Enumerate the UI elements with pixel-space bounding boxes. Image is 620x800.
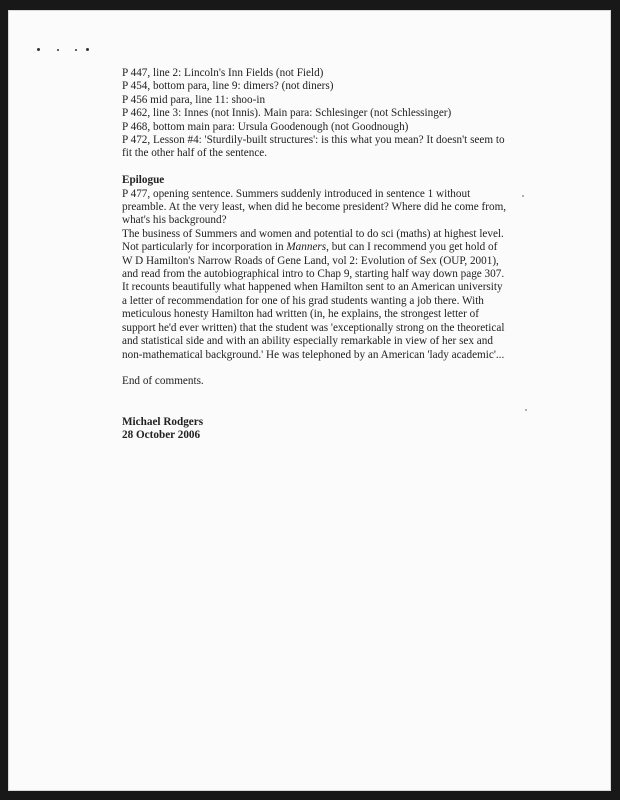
signature-date: 28 October 2006 — [122, 428, 201, 441]
corrections-list — [122, 67, 507, 161]
paragraph-line: support he'd ever written) that the student was 'exceptionally strong on the theoretical — [122, 321, 505, 334]
paragraph-line: a letter of recommendation for one of his grad students wanting a job there. With — [122, 294, 484, 307]
scan-speck — [525, 409, 527, 411]
signature-name: Michael Rodgers — [122, 415, 204, 428]
paragraph-line: W D Hamilton's Narrow Roads of Gene Land, vol 2: Evolution of Sex (OUP, 2001), — [122, 254, 499, 267]
paragraph-text: , but can I recommend you get hold of — [326, 241, 498, 254]
scan-speck — [75, 49, 77, 51]
paragraph-line: preamble. At the very least, when did he become president? Where did he come from, — [122, 201, 507, 214]
correction-line: P 456 mid para, line 11: shoo-in — [122, 93, 266, 106]
paragraph-text: Not particularly for incorporation in — [122, 241, 287, 254]
epilogue-heading: Epilogue — [122, 174, 165, 187]
epilogue-paragraph-1 — [122, 188, 507, 228]
scan-speck — [522, 195, 524, 197]
book-title: Manners — [286, 241, 327, 254]
paragraph-line: It recounts beautifully what happened when Hamilton sent to an American university — [122, 281, 503, 294]
epilogue-paragraph-2 — [122, 228, 507, 362]
correction-line: P 447, line 2: Lincoln's Inn Fields (not Field) — [122, 67, 324, 79]
correction-line: P 468, bottom main para: Ursula Goodenough (not Goodnough) — [122, 120, 409, 133]
paragraph-line: what's his background? — [122, 214, 227, 227]
correction-line: P 454, bottom para, line 9: dimers? (not diners) — [122, 80, 334, 93]
paragraph-line — [122, 241, 507, 254]
document-body — [122, 67, 507, 442]
paragraph-line: P 477, opening sentence. Summers suddenly introduced in sentence 1 without — [122, 187, 471, 200]
paragraph-line: and read from the autobiographical intro to Chap 9, starting half way down page 307. — [122, 268, 505, 281]
paragraph-line: non-mathematical background.' He was telephoned by an American 'lady academic'... — [122, 348, 505, 361]
correction-line: P 462, line 3: Innes (not Innis). Main para: Schlesinger (not Schlessinger) — [122, 107, 452, 120]
correction-line: P 472, Lesson #4: 'Sturdily-built structures': is this what you mean? It doesn't seem to — [122, 134, 505, 147]
scan-speck — [86, 48, 89, 51]
paragraph-line: meticulous honesty Hamilton had written (in, he explains, the strongest letter of — [122, 308, 479, 321]
closing-line: End of comments. — [122, 375, 204, 388]
scan-speck — [37, 48, 40, 51]
paragraph-line: and statistical side and with an ability especially remarkable in view of her sex and — [122, 335, 493, 348]
correction-line: fit the other half of the sentence. — [122, 147, 268, 160]
scan-speck — [57, 49, 59, 51]
paragraph-line: The business of Summers and women and potential to do sci (maths) at highest level. — [122, 227, 504, 240]
